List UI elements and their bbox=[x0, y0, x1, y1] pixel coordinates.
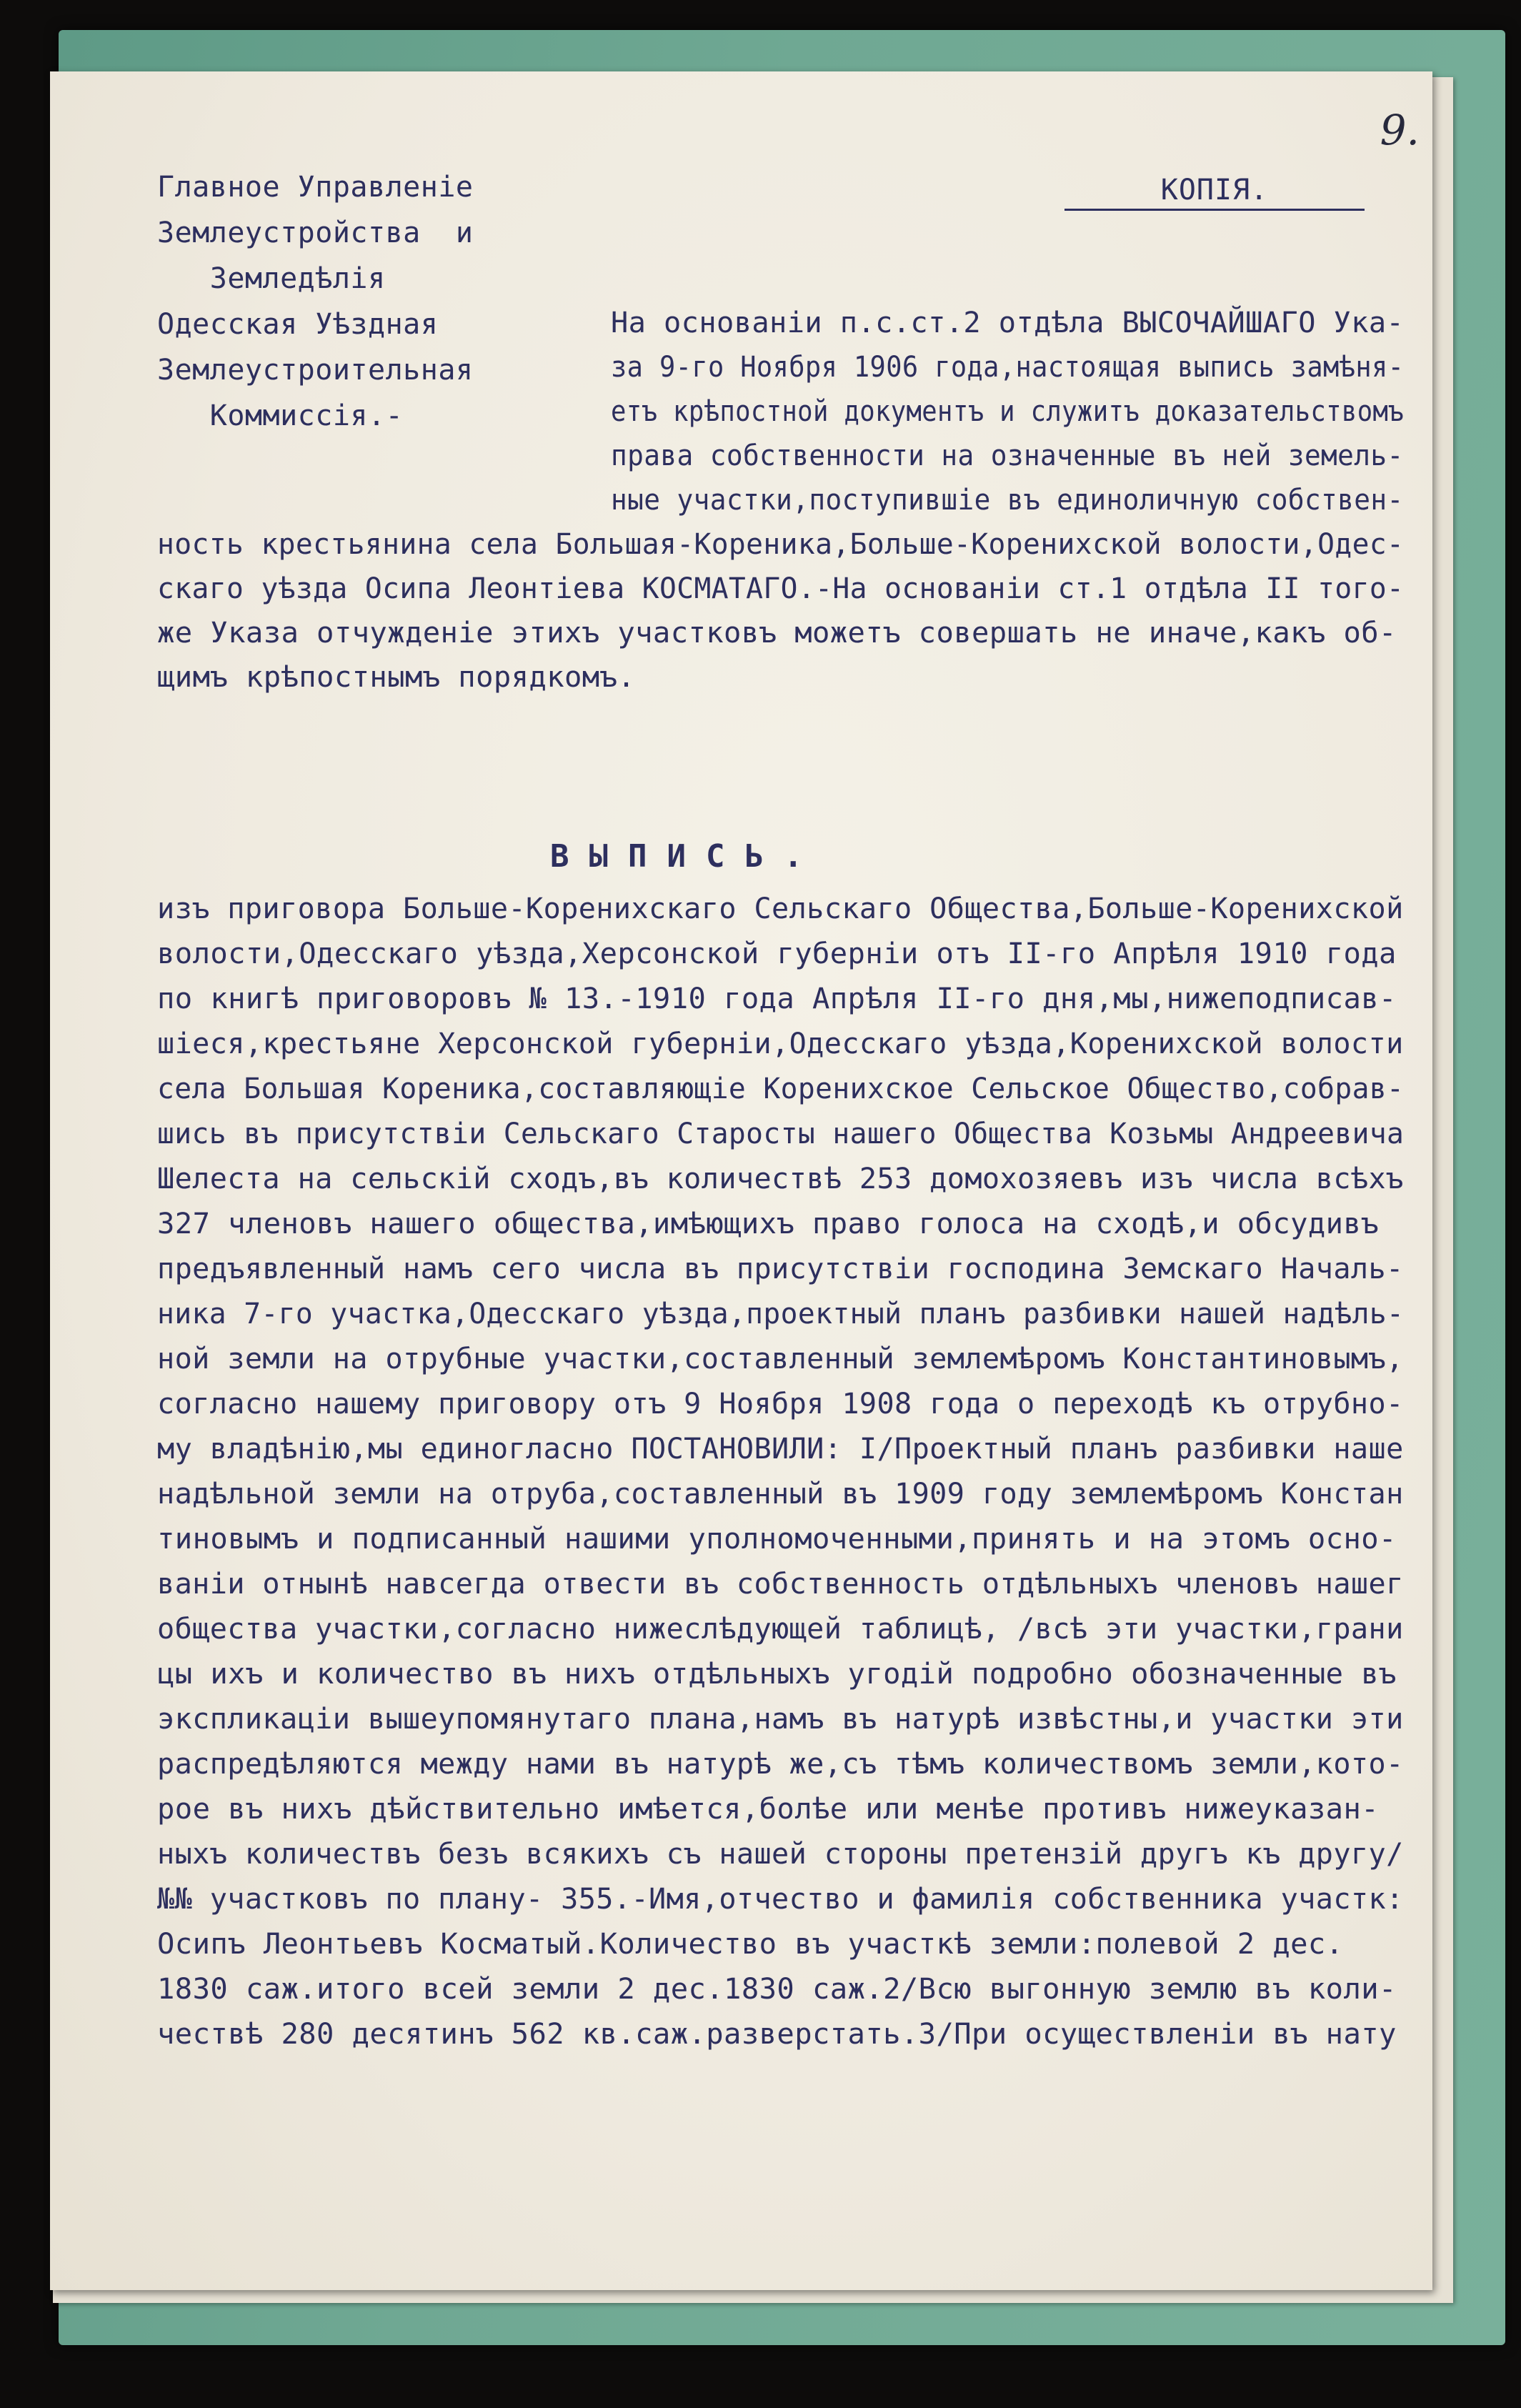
body-line: 327 членовъ нашего общества,имѣющихъ право голоса на сходѣ,и обсудивъ bbox=[157, 1206, 1380, 1240]
body-line: шіеся,крестьяне Херсонской губерніи,Одесскаго уѣзда,Коренихской волости bbox=[157, 1026, 1404, 1060]
intro-line: права собственности на означенные въ ней земель- bbox=[611, 438, 1404, 472]
institution-line: Одесская Уѣздная bbox=[157, 308, 439, 341]
institution-line: Коммиссія.- bbox=[157, 399, 404, 432]
intro-line: же Указа отчужденіе этихъ участковъ можетъ совершать не иначе,какъ об- bbox=[157, 615, 1397, 650]
intro-line: ность крестьянина села Большая-Кореника,Больше-Коренихской волости,Одес- bbox=[157, 527, 1405, 561]
body-line: волости,Одесскаго уѣзда,Херсонской губерніи отъ II-го Апрѣля 1910 года bbox=[157, 936, 1397, 970]
institution-line: Землеустроительная bbox=[157, 354, 474, 387]
intro-line: ные участки,поступившіе въ единоличную собствен- bbox=[611, 482, 1404, 517]
body-line: экспликаціи вышеупомянутаго плана,намъ въ натурѣ извѣстны,и участки эти bbox=[157, 1701, 1404, 1736]
body-line: ника 7-го участка,Одесскаго уѣзда,проектный планъ разбивки нашей надѣль- bbox=[157, 1296, 1405, 1330]
body-line: ныхъ количествъ безъ всякихъ съ нашей стороны претензій другъ къ другу/ bbox=[157, 1836, 1404, 1871]
body-line: распредѣляются между нами въ натурѣ же,съ тѣмъ количествомъ земли,кото- bbox=[157, 1746, 1404, 1781]
body-line: по книгѣ приговоровъ № 13.-1910 года Апрѣля II-го дня,мы,нижеподписав- bbox=[157, 981, 1397, 1015]
body-line: надѣльной земли на отруба,составленный въ 1909 году землемѣромъ Констан bbox=[157, 1476, 1404, 1511]
body-line: №№ участковъ по плану- 355.-Имя,отчество и фамилія собственника участк: bbox=[157, 1881, 1404, 1916]
institution-line: Главное Управленіе bbox=[157, 171, 474, 204]
body-line: Осипъ Леонтьевъ Косматый.Количество въ участкѣ земли:полевой 2 дес. bbox=[157, 1926, 1344, 1961]
body-line: му владѣнію,мы единогласно ПОСТАНОВИЛИ: I/Проектный планъ разбивки наше bbox=[157, 1431, 1404, 1466]
body-line: чествѣ 280 десятинъ 562 кв.саж.разверстать.3/При осуществленіи въ нату bbox=[157, 2016, 1397, 2051]
intro-line: етъ крѣпостной документъ и служитъ доказательствомъ bbox=[611, 394, 1404, 428]
intro-line: щимъ крѣпостнымъ порядкомъ. bbox=[157, 660, 636, 694]
body-line: тиновымъ и подписанный нашими уполномоченными,принять и на этомъ осно- bbox=[157, 1521, 1397, 1556]
intro-line: На основаніи п.с.ст.2 отдѣла ВЫСОЧАЙШАГО Ука- bbox=[611, 305, 1405, 339]
folio-number: 9. bbox=[1380, 106, 1420, 154]
institution-heading bbox=[157, 164, 473, 439]
body-line: 1830 саж.итого всей земли 2 дес.1830 саж.2/Всю выгонную землю въ коли- bbox=[157, 1971, 1397, 2006]
copy-label: КОПІЯ. bbox=[1064, 173, 1365, 211]
body-line: согласно нашему приговору отъ 9 Ноября 1908 года о переходѣ къ отрубно- bbox=[157, 1386, 1404, 1421]
intro-line: скаго уѣзда Осипа Леонтіева КОСМАТАГО.-На основаніи ст.1 отдѣла II того- bbox=[157, 571, 1405, 605]
body-line: предъявленный намъ сего числа въ присутствіи господина Земскаго Началь- bbox=[157, 1251, 1404, 1285]
body-line: Шелеста на сельскій сходъ,въ количествѣ 253 домохозяевъ изъ числа всѣхъ bbox=[157, 1161, 1404, 1195]
body-line: рое въ нихъ дѣйствительно имѣется,болѣе или менѣе противъ нижеуказан- bbox=[157, 1791, 1380, 1826]
document-page bbox=[50, 71, 1432, 2290]
body-line: общества участки,согласно нижеслѣдующей таблицѣ, /всѣ эти участки,грани bbox=[157, 1611, 1404, 1646]
body-line: изъ приговора Больше-Коренихскаго Сельскаго Общества,Больше-Коренихской bbox=[157, 891, 1404, 925]
body-line: ной земли на отрубные участки,составленный землемѣромъ Константиновымъ, bbox=[157, 1341, 1404, 1375]
intro-line: за 9-го Ноября 1906 года,настоящая выпись замѣня- bbox=[611, 349, 1405, 384]
vypis-title: ВЫПИСЬ. bbox=[550, 838, 823, 875]
body-line: села Большая Кореника,составляющіе Коренихское Сельское Общество,собрав- bbox=[157, 1071, 1405, 1105]
institution-line: Землеустройства и bbox=[157, 217, 474, 249]
body-line: шись въ присутствіи Сельскаго Старосты нашего Общества Козьмы Андреевича bbox=[157, 1116, 1405, 1150]
body-line: цы ихъ и количество въ нихъ отдѣльныхъ угодій подробно обозначенные въ bbox=[157, 1656, 1397, 1691]
institution-line: Земледѣлія bbox=[157, 262, 386, 295]
body-line: ваніи отнынѣ навсегда отвести въ собственность отдѣльныхъ членовъ нашег bbox=[157, 1566, 1404, 1601]
